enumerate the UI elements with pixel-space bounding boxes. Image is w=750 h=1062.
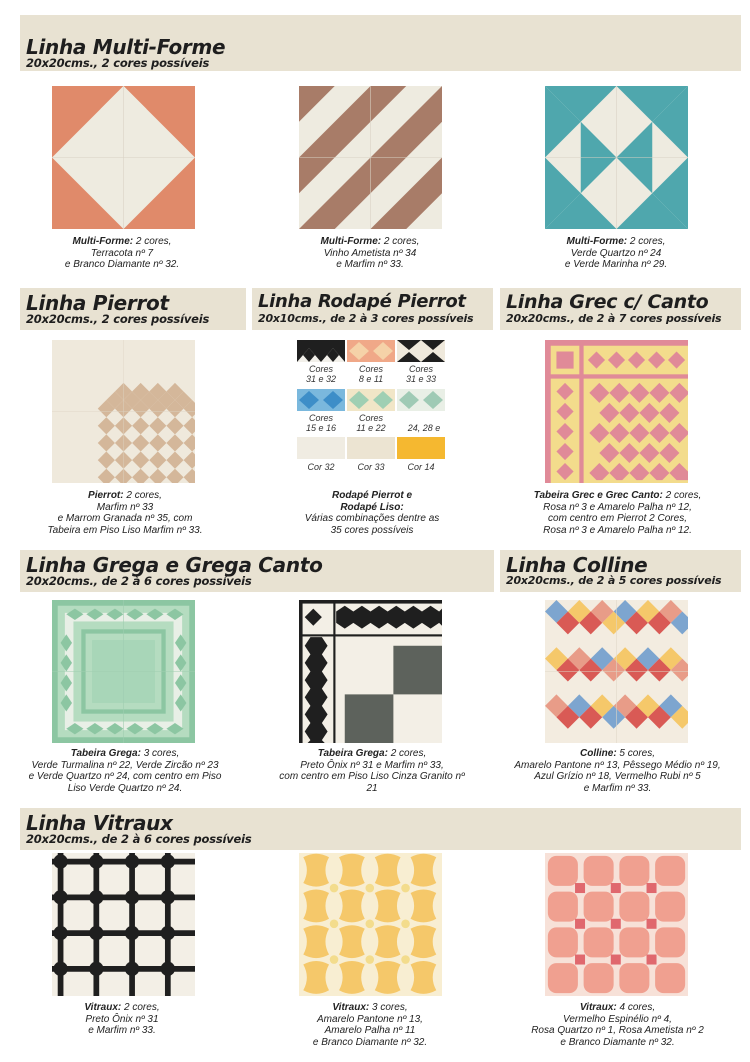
swatch-11-22 — [347, 389, 395, 411]
caption-vitraux-1: Vitraux: 2 cores, Preto Ônix nº 31 e Marfim nº 33. — [84, 1002, 160, 1036]
caption-vitraux-3: Vitraux: 4 cores, Vermelho Espinélio nº 4, Rosa Quartzo nº 1, Rosa Ametista nº 2 e Branco Diamante nº 32. — [531, 1002, 704, 1048]
section-subtitle: 20x20cms., de 2 à 7 cores possíveis — [506, 312, 722, 325]
section-title: Linha Multi-Forme — [26, 35, 226, 59]
swatch-label: Cores 15 e 16 — [305, 413, 337, 433]
tile-multiforme-terracota — [52, 86, 195, 229]
tile-grega-verde — [52, 600, 195, 743]
section-header-grec — [500, 288, 741, 330]
section-title: Linha Colline — [506, 553, 648, 577]
swatch-32 — [297, 437, 345, 459]
swatch-24-28 — [397, 389, 445, 411]
section-subtitle: 20x20cms., de 2 à 6 cores possíveis — [26, 832, 252, 846]
section-header-grega — [20, 550, 494, 592]
section-subtitle: 20x20cms., de 2 à 5 cores possíveis — [506, 574, 722, 587]
section-header-vitraux — [20, 808, 741, 850]
swatch-label: Cor 14 — [407, 462, 435, 472]
section-header-rodape — [252, 288, 493, 330]
swatch-33 — [347, 437, 395, 459]
tile-grec-canto — [545, 340, 688, 483]
section-title: Linha Grec c/ Canto — [506, 291, 709, 313]
section-title: Linha Pierrot — [26, 291, 169, 315]
caption-vitraux-2: Vitraux: 3 cores, Amarelo Pantone nº 13, Amarelo Palha nº 11 e Branco Diamante nº 32. — [312, 1002, 428, 1048]
section-title: Linha Grega e Grega Canto — [26, 553, 323, 577]
swatch-31-32 — [297, 340, 345, 362]
section-header-pierrot — [20, 288, 246, 330]
swatch-label: Cor 32 — [307, 462, 335, 472]
tile-vitraux-amarelo — [299, 853, 442, 996]
swatch-label: 24, 28 e — [407, 423, 441, 433]
swatch-8-11 — [347, 340, 395, 362]
swatch-label: Cor 33 — [357, 462, 385, 472]
tile-multiforme-vinho — [299, 86, 442, 229]
caption-grega-2: Tabeira Grega: 2 cores, Preto Ônix nº 31 e Marfim nº 33, com centro em Piso Liso Cinza Granito nº 21 — [279, 748, 465, 794]
swatch-31-33 — [397, 340, 445, 362]
tile-grega-preto — [299, 600, 442, 743]
swatch-label: Cores 11 e 22 — [356, 413, 386, 433]
caption-multiforme-3: Multi-Forme: 2 cores, Verde Quartzo nº 24 e Verde Marinha nº 29. — [564, 236, 668, 270]
swatch-15-16 — [297, 389, 345, 411]
section-subtitle: 20x20cms., 2 cores possíveis — [26, 312, 210, 326]
tile-colline — [545, 600, 688, 743]
section-title: Linha Vitraux — [26, 811, 173, 835]
section-title: Linha Rodapé Pierrot — [258, 291, 466, 312]
swatch-label: Cores 31 e 33 — [405, 364, 437, 384]
caption-multiforme-2: Multi-Forme: 2 cores, Vinho Ametista nº 34 e Marfim nº 33. — [320, 236, 420, 270]
caption-multiforme-1: Multi-Forme: 2 cores, Terracota nº 7 e Branco Diamante nº 32. — [64, 236, 180, 270]
section-header-colline — [500, 550, 741, 592]
caption-grec: Tabeira Grec e Grec Canto: 2 cores, Rosa nº 3 e Amarelo Palha nº 12, com centro em Pierrot 2 Cores, Rosa nº 3 e Amarelo Palha nº 12. — [533, 490, 702, 536]
tile-pierrot — [52, 340, 195, 483]
section-header-multiforme — [20, 15, 741, 71]
caption-rodape: Rodapé Pierrot e Rodapé Liso: Várias combinações dentre as 35 cores possíveis — [304, 490, 440, 536]
caption-grega-1: Tabeira Grega: 3 cores, Verde Turmalina nº 22, Verde Zircão nº 23 e Verde Quartzo nº 24, com centro em Piso Liso Verde Quartzo nº 24. — [28, 748, 222, 794]
section-subtitle: 20x10cms., de 2 à 3 cores possíveis — [258, 312, 474, 325]
tile-vitraux-rosa — [545, 853, 688, 996]
section-subtitle: 20x20cms., 2 cores possíveis — [26, 56, 210, 70]
caption-colline: Colline: 5 cores, Amarelo Pantone nº 13, Pêssego Médio nº 19, Azul Grízio nº 18, Vermelho Rubi nº 5 e Marfim nº 33. — [514, 748, 721, 794]
tile-multiforme-verde — [545, 86, 688, 229]
swatch-label: Cores 31 e 32 — [305, 364, 337, 384]
swatch-label: Cores 8 e 11 — [358, 364, 384, 384]
section-subtitle: 20x20cms., de 2 à 6 cores possíveis — [26, 574, 252, 588]
caption-pierrot: Pierrot: 2 cores, Marfim nº 33 e Marrom Granada nº 35, com Tabeira em Piso Liso Marfim nº 33. — [47, 490, 203, 536]
swatch-14 — [397, 437, 445, 459]
tile-vitraux-preto — [52, 853, 195, 996]
